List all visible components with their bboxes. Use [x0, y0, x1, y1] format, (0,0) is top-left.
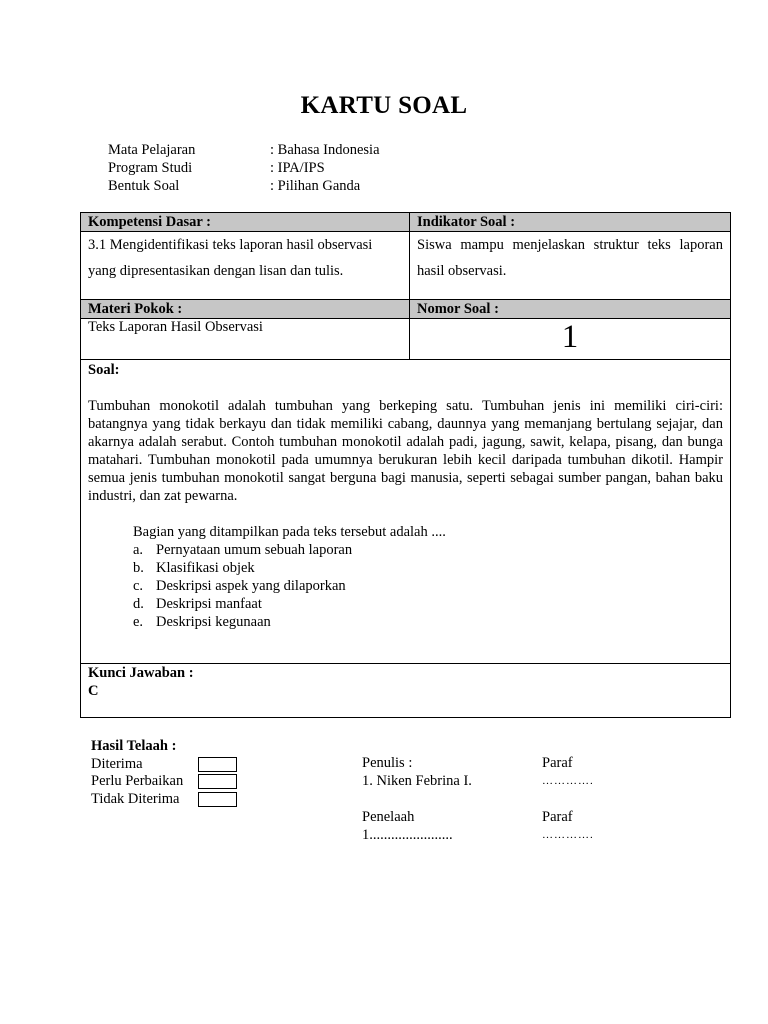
penelaah-name: 1....................... — [362, 826, 453, 843]
kompetensi-dasar-text — [81, 232, 410, 300]
penulis-paraf-dots: …………. — [542, 774, 594, 787]
penelaah-paraf-label: Paraf — [542, 809, 573, 825]
option-d — [133, 595, 723, 613]
kompetensi-dasar-header: Kompetensi Dasar : — [81, 213, 410, 232]
materi-pokok-text: Teks Laporan Hasil Observasi — [81, 319, 410, 360]
meta-label: Mata Pelajaran — [108, 142, 196, 158]
penelaah-block — [362, 809, 453, 844]
kunci-jawaban-cell — [81, 664, 731, 718]
option-letter: e. — [133, 614, 144, 630]
telaah-checkbox[interactable] — [198, 792, 237, 807]
hasil-telaah — [91, 738, 237, 808]
indikator-soal-header: Indikator Soal : — [410, 213, 731, 232]
telaah-option-label: Diterima — [91, 755, 143, 772]
penulis-paraf-block — [542, 755, 594, 790]
option-b — [133, 559, 723, 577]
telaah-option-tidak-diterima — [91, 791, 237, 809]
materi-pokok-header: Materi Pokok : — [81, 300, 410, 319]
meta-info — [108, 141, 380, 195]
penulis-paraf-label: Paraf — [542, 755, 573, 771]
option-text: Deskripsi manfaat — [156, 596, 262, 612]
meta-label: Program Studi — [108, 160, 193, 176]
kompetensi-line-2: yang dipresentasikan dengan lisan dan tulis. — [88, 263, 344, 279]
meta-value: : Bahasa Indonesia — [270, 142, 380, 158]
meta-label: Bentuk Soal — [108, 178, 180, 194]
soal-cell — [81, 360, 731, 664]
option-c — [133, 577, 723, 595]
penulis-label: Penulis : — [362, 755, 413, 771]
telaah-option-diterima — [91, 756, 237, 774]
option-e — [133, 613, 723, 631]
kompetensi-line-1: 3.1 Mengidentifikasi teks laporan hasil observasi — [88, 237, 373, 253]
option-letter: c. — [133, 578, 144, 594]
option-letter: a. — [133, 542, 144, 558]
option-a — [133, 541, 723, 559]
page-title: KARTU SOAL — [300, 92, 468, 119]
option-letter: d. — [133, 596, 144, 612]
penelaah-label: Penelaah — [362, 809, 415, 825]
meta-row-program-studi — [108, 159, 380, 177]
indikator-soal-text: Siswa mampu menjelaskan struktur teks laporan hasil observasi. — [410, 232, 731, 300]
telaah-checkbox[interactable] — [198, 774, 237, 789]
meta-row-mata-pelajaran — [108, 141, 380, 159]
option-text: Klasifikasi objek — [156, 560, 255, 576]
nomor-soal-value: 1 — [410, 319, 731, 360]
soal-label: Soal: — [88, 362, 120, 378]
penelaah-paraf-dots: …………. — [542, 828, 594, 841]
nomor-soal-header: Nomor Soal : — [410, 300, 731, 319]
hasil-telaah-title: Hasil Telaah : — [91, 738, 177, 754]
penulis-block — [362, 755, 472, 790]
question-card-table — [80, 212, 731, 718]
soal-paragraph: Tumbuhan monokotil adalah tumbuhan yang berkeping satu. Tumbuhan jenis ini memiliki ciri-ciri: batangnya yang tidak berkayu dan tidak memiliki cabang, daunnya yang memanjang bertulang sejajar, dan akarnya adalah serabut. Contoh tumbuhan monokotil adalah padi, jagung, sawit, kelapa, pisang, dan bunga matahari. Tumbuhan monokotil pada umumnya berukuran lebih kecil daripada tumbuhan dikotil. Hampir semua jenis tumbuhan monokotil sangat berguna bagi manusia, seperti sebagai sumber pangan, bahan baku industri, dan zat pewarna. — [88, 398, 723, 504]
telaah-option-label: Perlu Perbaikan — [91, 773, 184, 789]
telaah-option-perlu-perbaikan — [91, 773, 237, 791]
option-text: Pernyataan umum sebuah laporan — [156, 542, 353, 558]
meta-row-bentuk-soal — [108, 177, 380, 195]
meta-value: : IPA/IPS — [270, 160, 325, 176]
soal-question: Bagian yang ditampilkan pada teks tersebut adalah .... — [133, 524, 446, 540]
option-text: Deskripsi aspek yang dilaporkan — [156, 578, 346, 594]
kunci-jawaban-value: C — [88, 683, 99, 699]
penelaah-paraf-block — [542, 809, 594, 844]
kunci-jawaban-label: Kunci Jawaban : — [88, 665, 194, 681]
option-text: Deskripsi kegunaan — [156, 614, 271, 630]
penulis-name: 1. Niken Febrina I. — [362, 772, 472, 789]
meta-value: : Pilihan Ganda — [270, 178, 361, 194]
telaah-option-label: Tidak Diterima — [91, 790, 180, 807]
option-letter: b. — [133, 560, 144, 576]
telaah-checkbox[interactable] — [198, 757, 237, 772]
